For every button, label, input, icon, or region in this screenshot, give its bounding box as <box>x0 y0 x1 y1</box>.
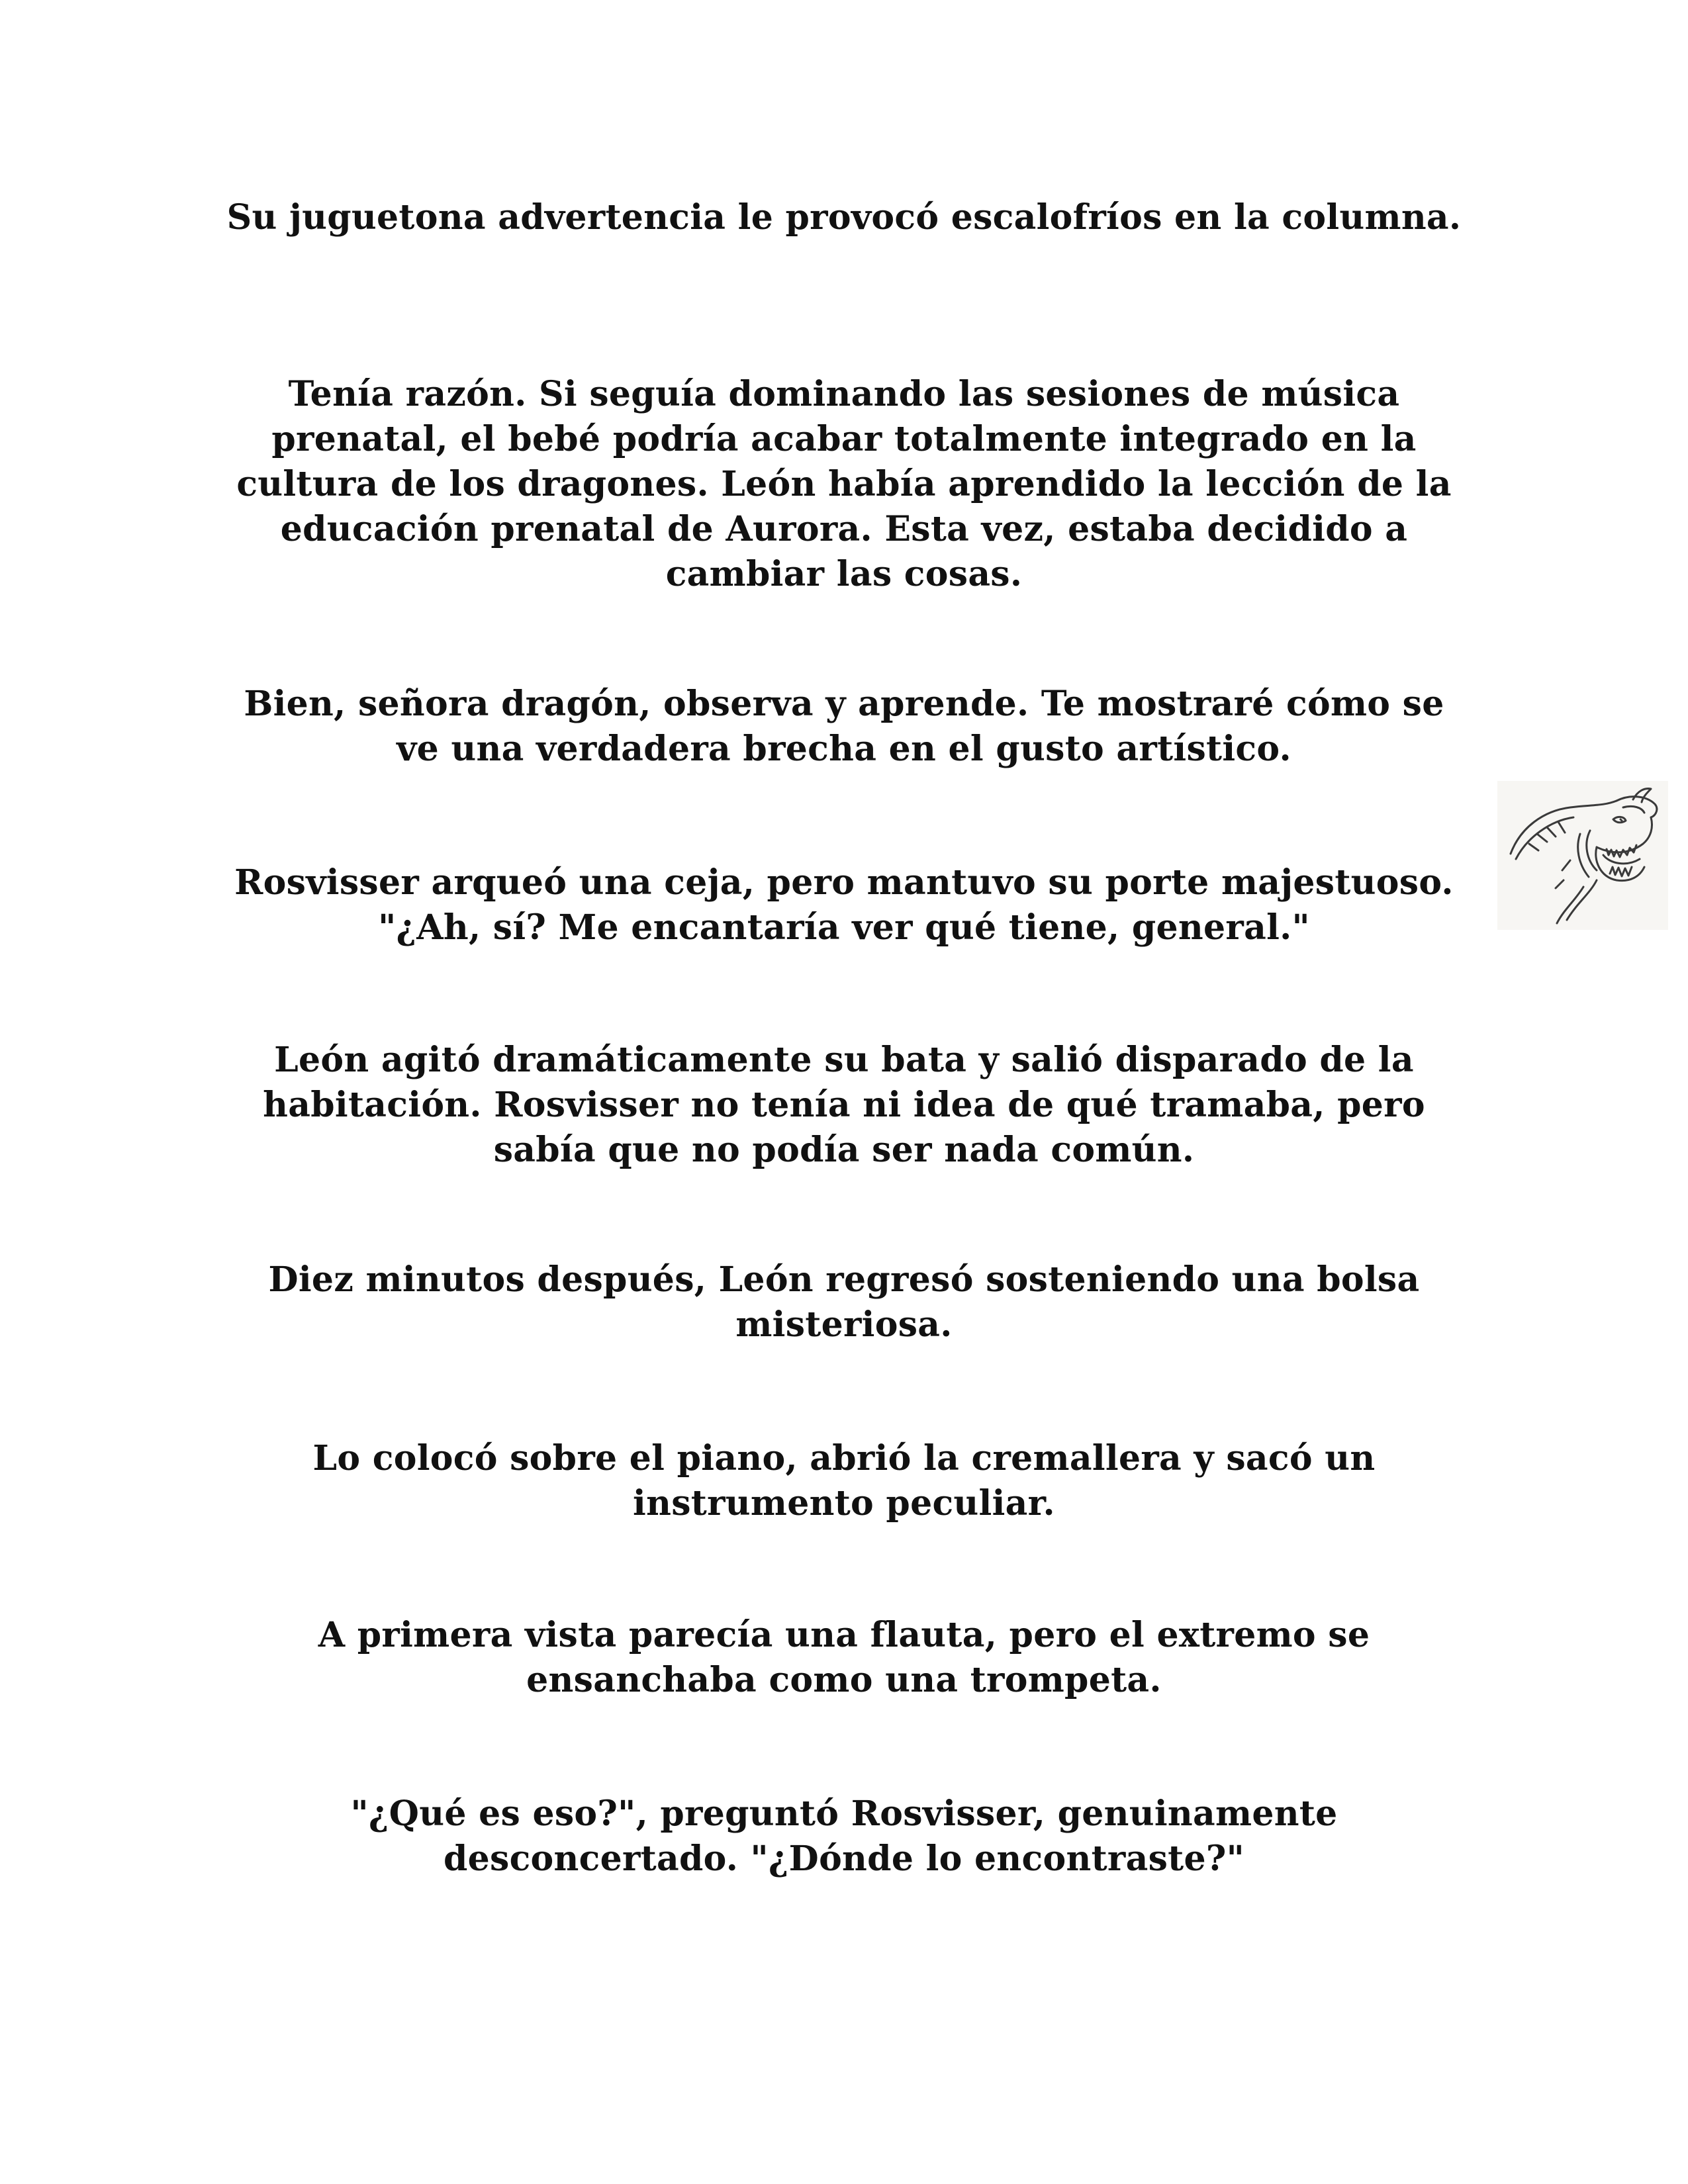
dragon-illustration <box>1497 781 1668 930</box>
paragraph-3: Bien, señora dragón, observa y aprende. Te mostraré cómo se ve una verdadera brecha en el gusto artístico. <box>244 684 1444 769</box>
paragraph-9: "¿Qué es eso?", preguntó Rosvisser, genuinamente desconcertado. "¿Dónde lo encontraste?" <box>350 1794 1338 1879</box>
paragraph-5: León agitó dramáticamente su bata y salió disparado de la habitación. Rosvisser no tenía ni idea de qué tramaba, pero sabía que no podía ser nada común. <box>263 1040 1425 1170</box>
paragraph-1: Su juguetona advertencia le provocó escalofríos en la columna. <box>226 197 1462 238</box>
dragon-head-sketch-icon <box>1497 781 1668 930</box>
paragraph-7: Lo colocó sobre el piano, abrió la cremallera y sacó un instrumento peculiar. <box>312 1438 1376 1524</box>
paragraph-6: Diez minutos después, León regresó sosteniendo una bolsa misteriosa. <box>268 1259 1420 1345</box>
paragraph-2: Tenía razón. Si seguía dominando las sesiones de música prenatal, el bebé podría acabar totalmente integrado en la cultura de los dragones. León había aprendido la lección de la educación prenatal de Aurora. Esta vez, estaba decidido a cambiar las cosas. <box>236 374 1452 594</box>
paragraph-4: Rosvisser arqueó una ceja, pero mantuvo su porte majestuoso. "¿Ah, sí? Me encantaría ver qué tiene, general." <box>234 862 1454 948</box>
paragraph-8: A primera vista parecía una flauta, pero el extremo se ensanchaba como una trompeta. <box>318 1615 1370 1700</box>
